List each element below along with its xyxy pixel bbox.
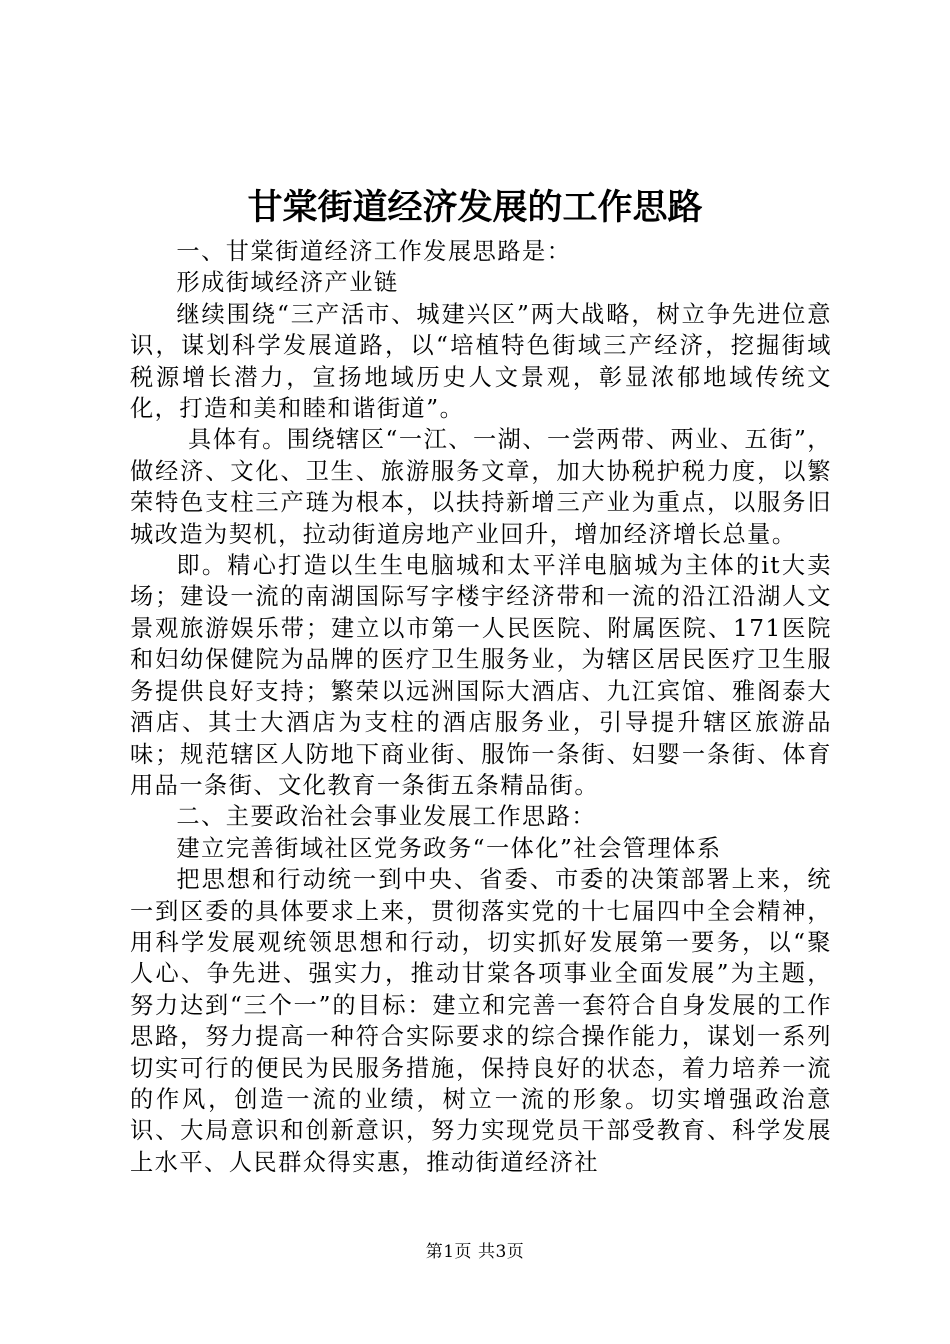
subheading-management-system: 建立完善街域社区党务政务“一体化”社会管理体系 [176, 834, 722, 862]
body-paragraph: 继续围绕“三产活市、城建兴区”两大战略，树立争先进位意识，谋划科学发展道路，以“培植特色街域三产经济，挖掘街域税源增长潜力，宣扬地域历史人文景观，彰显浓郁地域传统文化，打造和美和睦和谐街道”。 [130, 300, 832, 423]
page-number-footer: 第1页 共3页 [425, 1242, 525, 1262]
body-paragraph: 把思想和行动统一到中央、省委、市委的决策部署上来，统一到区委的具体要求上来，贯彻落实党的十七届四中全会精神，用科学发展观统领思想和行动，切实抓好发展第一要务，以“聚人心、争先进、强实力，推动甘棠各项事业全面发展”为主题，努力达到“三个一”的目标：建立和完善一套符合自身发展的工作思路，努力提高一种符合实际要求的综合操作能力，谋划一系列切实可行的便民为民服务措施，保持良好的状态，着力培养一流的作风，创造一流的业绩，树立一流的形象。切实增强政治意识、大局意识和创新意识，努力实现党员干部受教育、科学发展上水平、人民群众得实惠，推动街道经济社 [130, 866, 832, 1176]
document-body [130, 236, 832, 1178]
section-heading-2: 二、主要政治社会事业发展工作思路： [176, 803, 597, 831]
document-title: 甘棠街道经济发展的工作思路 [247, 187, 703, 228]
body-paragraph: 具体有。围绕辖区“一江、一湖、一尝两带、两业、五街”，做经济、文化、卫生、旅游服务文章，加大协税护税力度，以繁荣特色支柱三产琏为根本，以扶持新增三产业为重点，以服务旧城改造为契机，拉动街道房地产业回升，增加经济增长总量。 [130, 426, 832, 548]
section-heading-1: 一、甘棠街道经济工作发展思路是： [176, 238, 572, 265]
subheading-industry-chain: 形成街域经济产业链 [176, 269, 399, 297]
body-paragraph: 即。精心打造以生生电脑城和太平洋电脑城为主体的it大卖场；建设一流的南湖国际写字楼宇经济带和一流的沿江沿湖人文景观旅游娱乐带；建立以市第一人民医院、附属医院、171医院和妇幼保健院为品牌的医疗卫生服务业，为辖区居民医疗卫生服务提供良好支持；繁荣以远洲国际大酒店、九江宾馆、雅阁泰大酒店、其士大酒店为支柱的酒店服务业，引导提升辖区旅游品味；规范辖区人防地下商业街、服饰一条街、妇婴一条街、体育用品一条街、文化教育一条街五条精品街。 [130, 552, 832, 799]
